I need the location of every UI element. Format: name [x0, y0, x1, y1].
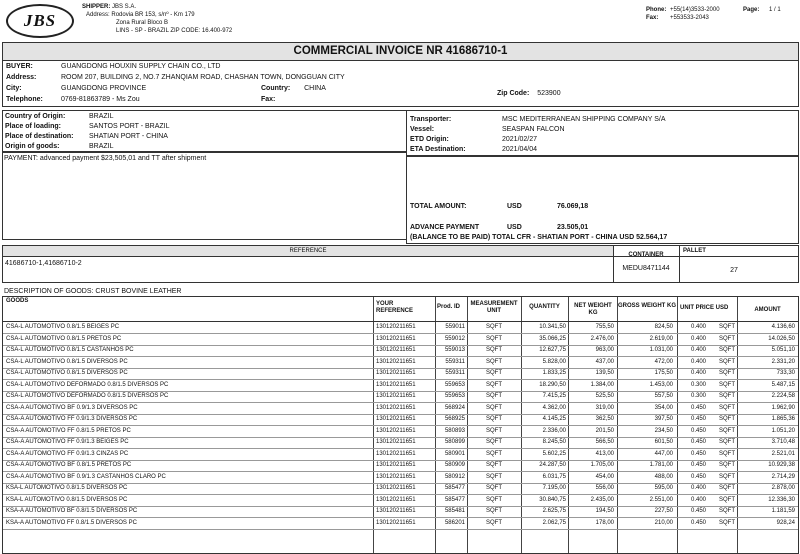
cell-pu: SQFT: [719, 462, 735, 468]
cell-net: 556,00: [595, 485, 614, 491]
cell-unit: SQFT: [486, 416, 502, 422]
cell-gross: 1.453,00: [649, 381, 673, 388]
cell-price: 0.450: [690, 508, 706, 514]
table-row: [3, 518, 798, 530]
cell-goods: CSA-A AUTOMOTIVO FF 0.9/1.3 CINZAS PC: [6, 450, 129, 457]
cell-pu: SQFT: [719, 508, 735, 514]
buyer-name: GUANGDONG HOUXIN SUPPLY CHAIN CO., LTD: [61, 63, 221, 70]
cell-price: 0.450: [690, 473, 706, 480]
cell-amount: 5.051,10: [771, 347, 795, 353]
header-measurement-unit: MEASUREMENT UNIT: [470, 301, 518, 314]
cell-id: 559653: [444, 393, 465, 399]
buyer-label: BUYER:: [6, 63, 33, 70]
cell-goods: CSA-A AUTOMOTIVO BF 0.9/1.3 CASTANHOS CLARO PC: [6, 473, 166, 480]
cell-net: 194,50: [595, 508, 614, 514]
cell-id: 580912: [444, 473, 465, 480]
cell-goods: CSA-L AUTOMOTIVO 0.8/1.5 DIVERSOS PC: [6, 370, 128, 376]
table-row: [3, 414, 798, 426]
page-number: 1 / 1: [769, 7, 781, 13]
vessel-value: SEASPAN FALCON: [502, 126, 565, 133]
cell-price: 0.450: [690, 462, 706, 468]
cell-amount: 1.181,59: [771, 508, 795, 514]
table-row: [3, 449, 798, 461]
goods-origin-label: Origin of goods:: [5, 143, 60, 150]
cell-goods: KSA-A AUTOMOTIVO FF 0.8/1.5 DIVERSOS PC: [6, 519, 137, 526]
cell-gross: 472,00: [654, 358, 673, 365]
table-row: [3, 403, 798, 415]
etd-label: ETD Origin:: [410, 136, 449, 143]
cell-ref: 130120211651: [376, 393, 416, 399]
cell-id: 585481: [444, 508, 465, 514]
cell-price: 0.450: [690, 519, 706, 526]
cell-goods: CSA-A AUTOMOTIVO BF 0.9/1.3 DIVERSOS PC: [6, 404, 138, 411]
reference-block: [2, 245, 799, 283]
contact-block: [646, 6, 720, 22]
container-label: CONTAINER: [628, 252, 664, 258]
goods-origin-value: BRAZIL: [89, 143, 114, 150]
cell-id: 559013: [444, 347, 465, 353]
cell-goods: CSA-A AUTOMOTIVO BF 0.8/1.5 PRETOS PC: [6, 462, 132, 468]
cell-unit: SQFT: [486, 347, 502, 353]
cell-qty: 10.341,50: [539, 324, 566, 330]
buyer-city-label: City:: [6, 85, 22, 92]
cell-gross: 557,50: [654, 393, 673, 399]
table-row: [3, 368, 798, 380]
cell-price: 0.400: [690, 335, 706, 342]
cell-goods: CSA-L AUTOMOTIVO 0.8/1.5 BEIGES PC: [6, 324, 120, 330]
cell-gross: 595,00: [654, 485, 673, 491]
header-quantity: QUANTITY: [529, 304, 560, 310]
header-goods: GOODS: [6, 298, 29, 304]
cell-gross: 488,00: [654, 473, 673, 480]
cell-net: 362,50: [595, 416, 614, 422]
cell-amount: 928,24: [776, 519, 795, 526]
etd-value: 2021/02/27: [502, 136, 538, 143]
cell-unit: SQFT: [486, 439, 502, 445]
transporter-value: MSC MEDITERRANEAN SHIPPING COMPANY S/A: [502, 116, 666, 123]
cell-pu: SQFT: [719, 358, 735, 365]
header-net-weight: NET WEIGHT KG: [574, 303, 612, 316]
cell-qty: 35.066,25: [539, 335, 566, 342]
cell-gross: 2.619,00: [649, 335, 673, 342]
cell-pu: SQFT: [719, 324, 735, 330]
cell-goods: CSA-L AUTOMOTIVO DEFORMADO 0.8/1.5 DIVERSOS PC: [6, 393, 169, 399]
table-row: [3, 391, 798, 403]
cell-pu: SQFT: [719, 404, 735, 411]
cell-price: 0.400: [690, 358, 706, 365]
cell-id: 585477: [444, 496, 465, 503]
goods-table: [2, 296, 799, 554]
cell-unit: SQFT: [486, 519, 502, 526]
header-gross-weight: GROSS WEIGHT KG: [618, 303, 677, 309]
cell-price: 0.450: [690, 450, 706, 457]
total-amount: 76.069,18: [557, 203, 589, 210]
cell-ref: 130120211651: [376, 335, 416, 342]
table-row: [3, 322, 798, 334]
buyer-address-label: Address:: [6, 74, 37, 81]
cell-unit: SQFT: [486, 462, 502, 468]
cell-net: 963,00: [595, 347, 614, 353]
cell-ref: 130120211651: [376, 416, 416, 422]
cell-goods: KSA-A AUTOMOTIVO BF 0.8/1.5 DIVERSOS PC: [6, 508, 138, 514]
cell-goods: CSA-L AUTOMOTIVO 0.8/1.5 DIVERSOS PC: [6, 358, 128, 365]
buyer-block: [2, 60, 799, 107]
shipper-address-line3: LINS - SP - BRAZIL ZIP CODE: 16.400-972: [116, 28, 233, 34]
cell-qty: 1.833,25: [542, 370, 566, 376]
origin-value: BRAZIL: [89, 113, 114, 120]
cell-amount: 10.929,38: [768, 462, 795, 468]
cell-gross: 1.781,00: [649, 462, 673, 468]
table-row: [3, 357, 798, 369]
cell-pu: SQFT: [719, 393, 735, 399]
table-row: [3, 380, 798, 392]
cell-ref: 130120211651: [376, 508, 416, 514]
cell-qty: 7.415,25: [542, 393, 566, 399]
cell-pu: SQFT: [719, 439, 735, 445]
cell-net: 437,00: [595, 358, 614, 365]
cell-qty: 12.627,75: [539, 347, 566, 353]
cell-ref: 130120211651: [376, 439, 416, 445]
cell-pu: SQFT: [719, 381, 735, 388]
cell-qty: 5.602,25: [542, 450, 566, 457]
cell-qty: 2.336,00: [542, 427, 566, 434]
cell-gross: 234,50: [654, 427, 673, 434]
cell-id: 580893: [444, 427, 465, 434]
cell-goods: CSA-A AUTOMOTIVO FF 0.8/1.5 PRETOS PC: [6, 427, 131, 434]
cell-pu: SQFT: [719, 335, 735, 342]
cell-amount: 2.331,20: [771, 358, 795, 365]
reference-label: REFERENCE: [289, 248, 327, 254]
cell-qty: 24.287,50: [539, 462, 566, 468]
cell-pu: SQFT: [719, 370, 735, 376]
transporter-label: Transporter:: [410, 116, 452, 123]
cell-ref: 130120211651: [376, 496, 416, 503]
fax-value: +553533-2043: [670, 15, 709, 21]
cell-unit: SQFT: [486, 496, 502, 503]
buyer-telephone-label: Telephone:: [6, 96, 43, 103]
cell-price: 0.400: [690, 496, 706, 503]
cell-goods: CSA-A AUTOMOTIVO FF 0.9/1.3 DIVERSOS PC: [6, 416, 138, 422]
cell-amount: 2.521,01: [771, 450, 795, 457]
container-value: MEDU8471144: [622, 265, 670, 272]
advance-currency: USD: [507, 224, 522, 231]
cell-gross: 601,50: [654, 439, 673, 445]
cell-amount: 14.026,50: [768, 335, 795, 342]
cell-amount: 2.224,58: [771, 393, 795, 399]
cell-unit: SQFT: [486, 393, 502, 399]
cell-net: 1.705,00: [590, 462, 614, 468]
cell-qty: 8.245,50: [542, 439, 566, 445]
fax-label: Fax:: [646, 15, 659, 21]
table-row: [3, 483, 798, 495]
cell-ref: 130120211651: [376, 473, 416, 480]
cell-id: 580899: [444, 439, 465, 445]
cell-net: 566,50: [595, 439, 614, 445]
cell-id: 559311: [445, 370, 465, 376]
cell-ref: 130120211651: [376, 450, 416, 457]
cell-qty: 7.195,00: [542, 485, 566, 491]
buyer-zip: 523900: [537, 90, 561, 97]
cell-price: 0.450: [690, 427, 706, 434]
cell-pu: SQFT: [719, 416, 735, 422]
cell-gross: 1.031,00: [649, 347, 673, 353]
buyer-zip-label: Zip Code:: [497, 90, 530, 97]
cell-net: 2.476,00: [590, 335, 614, 342]
cell-pu: SQFT: [719, 427, 735, 434]
destination-label: Place of destination:: [5, 133, 74, 140]
cell-id: 559011: [445, 324, 465, 330]
invoice-title: COMMERCIAL INVOICE NR 41686710-1: [2, 42, 799, 61]
cell-price: 0.450: [690, 416, 706, 422]
cell-unit: SQFT: [486, 427, 502, 434]
cell-unit: SQFT: [486, 508, 502, 514]
cell-ref: 130120211651: [376, 381, 416, 388]
cell-unit: SQFT: [486, 324, 502, 330]
table-row: [3, 426, 798, 438]
shipper-block: [82, 3, 232, 35]
table-header: [3, 297, 798, 321]
cell-amount: 1.962,90: [771, 404, 795, 411]
loading-label: Place of loading:: [5, 123, 62, 130]
cell-unit: SQFT: [486, 404, 502, 411]
cell-id: 559012: [444, 335, 465, 342]
cell-price: 0.450: [690, 439, 706, 445]
cell-price: 0.400: [690, 370, 706, 376]
table-row: [3, 472, 798, 484]
cell-pu: SQFT: [719, 485, 735, 491]
cell-net: 139,50: [595, 370, 614, 376]
cell-qty: 2.062,75: [542, 519, 566, 526]
phone-label: Phone:: [646, 7, 667, 13]
cell-amount: 1.051,20: [771, 427, 795, 434]
buyer-country-label: Country:: [261, 85, 291, 92]
cell-goods: CSA-A AUTOMOTIVO FF 0.9/1.3 BEIGES PC: [6, 439, 129, 445]
cell-id: 559653: [444, 381, 465, 388]
cell-unit: SQFT: [486, 370, 502, 376]
cell-amount: 1.865,36: [771, 416, 795, 422]
cell-pu: SQFT: [719, 519, 735, 526]
cell-amount: 4.136,60: [771, 324, 795, 330]
cell-gross: 824,50: [654, 324, 673, 330]
origin-label: Country of Origin:: [5, 113, 66, 120]
advance-amount: 23.505,01: [557, 224, 589, 231]
totals-block: [406, 156, 799, 244]
cell-gross: 2.551,00: [649, 496, 673, 503]
cell-id: 580909: [444, 462, 465, 468]
pallet-value: 27: [730, 267, 738, 274]
cell-unit: SQFT: [486, 381, 502, 388]
cell-id: 580901: [444, 450, 465, 457]
table-row: [3, 506, 798, 518]
header-your-reference: YOUR REFERENCE: [376, 301, 414, 314]
cell-pu: SQFT: [719, 450, 735, 457]
cell-net: 201,50: [595, 427, 614, 434]
destination-value: SHATIAN PORT - CHINA: [89, 133, 168, 140]
cell-ref: 130120211651: [376, 347, 416, 353]
buyer-address: ROOM 207, BUILDING 2, NO.7 ZHANQIAM ROAD, CHASHAN TOWN, DONGGUAN CITY: [61, 74, 345, 81]
cell-net: 178,00: [595, 519, 614, 526]
cell-goods: CSA-L AUTOMOTIVO 0.8/1.5 CASTANHOS PC: [6, 347, 134, 353]
cell-id: 568924: [444, 404, 465, 411]
cell-qty: 2.625,75: [542, 508, 566, 514]
payment-terms: PAYMENT: advanced payment $23,505,01 and TT after shipment: [4, 155, 207, 162]
cell-pu: SQFT: [719, 496, 735, 503]
pallet-label: PALLET: [683, 248, 706, 254]
cell-qty: 18.290,50: [539, 381, 566, 388]
cell-price: 0.450: [690, 404, 706, 411]
shipper-address-line2: Zona Rural Bloco B: [116, 20, 169, 26]
transport-block: [406, 110, 799, 156]
cell-price: 0.300: [690, 381, 706, 388]
cell-ref: 130120211651: [376, 519, 416, 526]
cell-id: 559311: [445, 358, 465, 365]
eta-value: 2021/04/04: [502, 146, 538, 153]
cell-ref: 130120211651: [376, 427, 416, 434]
cell-amount: 2.714,29: [771, 473, 795, 480]
cell-goods: KSA-L AUTOMOTIVO 0.8/1.5 DIVERSOS PC: [6, 485, 128, 491]
cell-gross: 397,50: [654, 416, 673, 422]
buyer-telephone: 0769-81863789 - Ms Zou: [61, 96, 140, 103]
cell-net: 1.384,00: [590, 381, 614, 388]
advance-payment-label: ADVANCE PAYMENT: [410, 224, 480, 231]
cell-amount: 733,30: [776, 370, 795, 376]
cell-price: 0.300: [690, 393, 706, 399]
cell-unit: SQFT: [486, 473, 502, 480]
loading-value: SANTOS PORT - BRAZIL: [89, 123, 170, 130]
cell-amount: 3.710,48: [771, 439, 795, 445]
table-row: [3, 495, 798, 507]
cell-id: 585477: [444, 485, 465, 491]
header-prod-id: Prod. ID: [437, 304, 461, 310]
eta-label: ETA Destination:: [410, 146, 466, 153]
buyer-country: CHINA: [304, 85, 326, 92]
cell-goods: CSA-L AUTOMOTIVO DEFORMADO 0.8/1.5 DIVERSOS PC: [6, 381, 169, 388]
header-amount: AMOUNT: [754, 307, 781, 313]
table-row: [3, 460, 798, 472]
table-row: [3, 345, 798, 357]
cell-qty: 5.828,00: [542, 358, 566, 365]
cell-price: 0.400: [690, 347, 706, 353]
page-indicator: [743, 6, 781, 14]
shipper-address-label: Address:: [86, 12, 110, 18]
balance-total: (BALANCE TO BE PAID) TOTAL CFR - SHATIAN PORT - CHINA USD 52.564,17: [410, 234, 668, 241]
cell-net: 454,00: [595, 473, 614, 480]
cell-net: 525,50: [595, 393, 614, 399]
cell-qty: 6.031,75: [542, 473, 566, 480]
origin-block: [2, 110, 407, 152]
total-amount-label: TOTAL AMOUNT:: [410, 203, 467, 210]
cell-pu: SQFT: [719, 473, 735, 480]
cell-id: 586201: [444, 519, 465, 526]
cell-gross: 447,00: [654, 450, 673, 457]
total-currency: USD: [507, 203, 522, 210]
cell-gross: 175,50: [654, 370, 673, 376]
cell-unit: SQFT: [486, 335, 502, 342]
cell-amount: 5.487,15: [771, 381, 795, 388]
vessel-label: Vessel:: [410, 126, 435, 133]
cell-ref: 130120211651: [376, 358, 416, 365]
cell-gross: 227,50: [654, 508, 673, 514]
reference-value: 41686710-1,41686710-2: [5, 260, 82, 267]
jbs-logo: JBS: [6, 4, 74, 38]
cell-gross: 210,00: [654, 519, 673, 526]
cell-net: 2.435,00: [590, 496, 614, 503]
cell-unit: SQFT: [486, 485, 502, 491]
cell-net: 413,00: [595, 450, 614, 457]
cell-goods: CSA-L AUTOMOTIVO 0.8/1.5 PRETOS PC: [6, 335, 122, 342]
cell-ref: 130120211651: [376, 462, 416, 468]
cell-ref: 130120211651: [376, 324, 416, 330]
payment-block: [2, 152, 407, 240]
cell-gross: 354,00: [654, 404, 673, 411]
shipper-label: SHIPPER:: [82, 4, 111, 10]
cell-ref: 130120211651: [376, 485, 416, 491]
table-row: [3, 334, 798, 346]
cell-ref: 130120211651: [376, 370, 416, 376]
table-row: [3, 437, 798, 449]
cell-price: 0.400: [690, 485, 706, 491]
cell-amount: 12.336,30: [768, 496, 795, 503]
shipper-address-line1: Rodovia BR 153, s/nº - Km 179: [111, 12, 195, 18]
cell-net: 319,00: [595, 404, 614, 411]
cell-qty: 4.362,00: [542, 404, 566, 411]
goods-description: DESCRIPTION OF GOODS: CRUST BOVINE LEATHER: [4, 288, 182, 295]
cell-price: 0.400: [690, 324, 706, 330]
header-unit-price: UNIT PRICE USD: [680, 305, 729, 311]
page-label: Page:: [743, 7, 760, 13]
buyer-fax-label: Fax:: [261, 96, 276, 103]
cell-unit: SQFT: [486, 358, 502, 365]
cell-qty: 4.145,25: [542, 416, 566, 422]
cell-net: 755,50: [595, 324, 614, 330]
cell-unit: SQFT: [486, 450, 502, 457]
cell-qty: 30.840,75: [539, 496, 566, 503]
cell-goods: KSA-L AUTOMOTIVO 0.8/1.5 DIVERSOS PC: [6, 496, 128, 503]
cell-id: 568925: [444, 416, 465, 422]
shipper-name: JBS S.A.: [112, 4, 137, 10]
phone-value: +55(14)3533-2000: [670, 7, 720, 13]
cell-pu: SQFT: [719, 347, 735, 353]
cell-ref: 130120211651: [376, 404, 416, 411]
cell-amount: 2.878,00: [771, 485, 795, 491]
buyer-city: GUANGDONG PROVINCE: [61, 85, 147, 92]
